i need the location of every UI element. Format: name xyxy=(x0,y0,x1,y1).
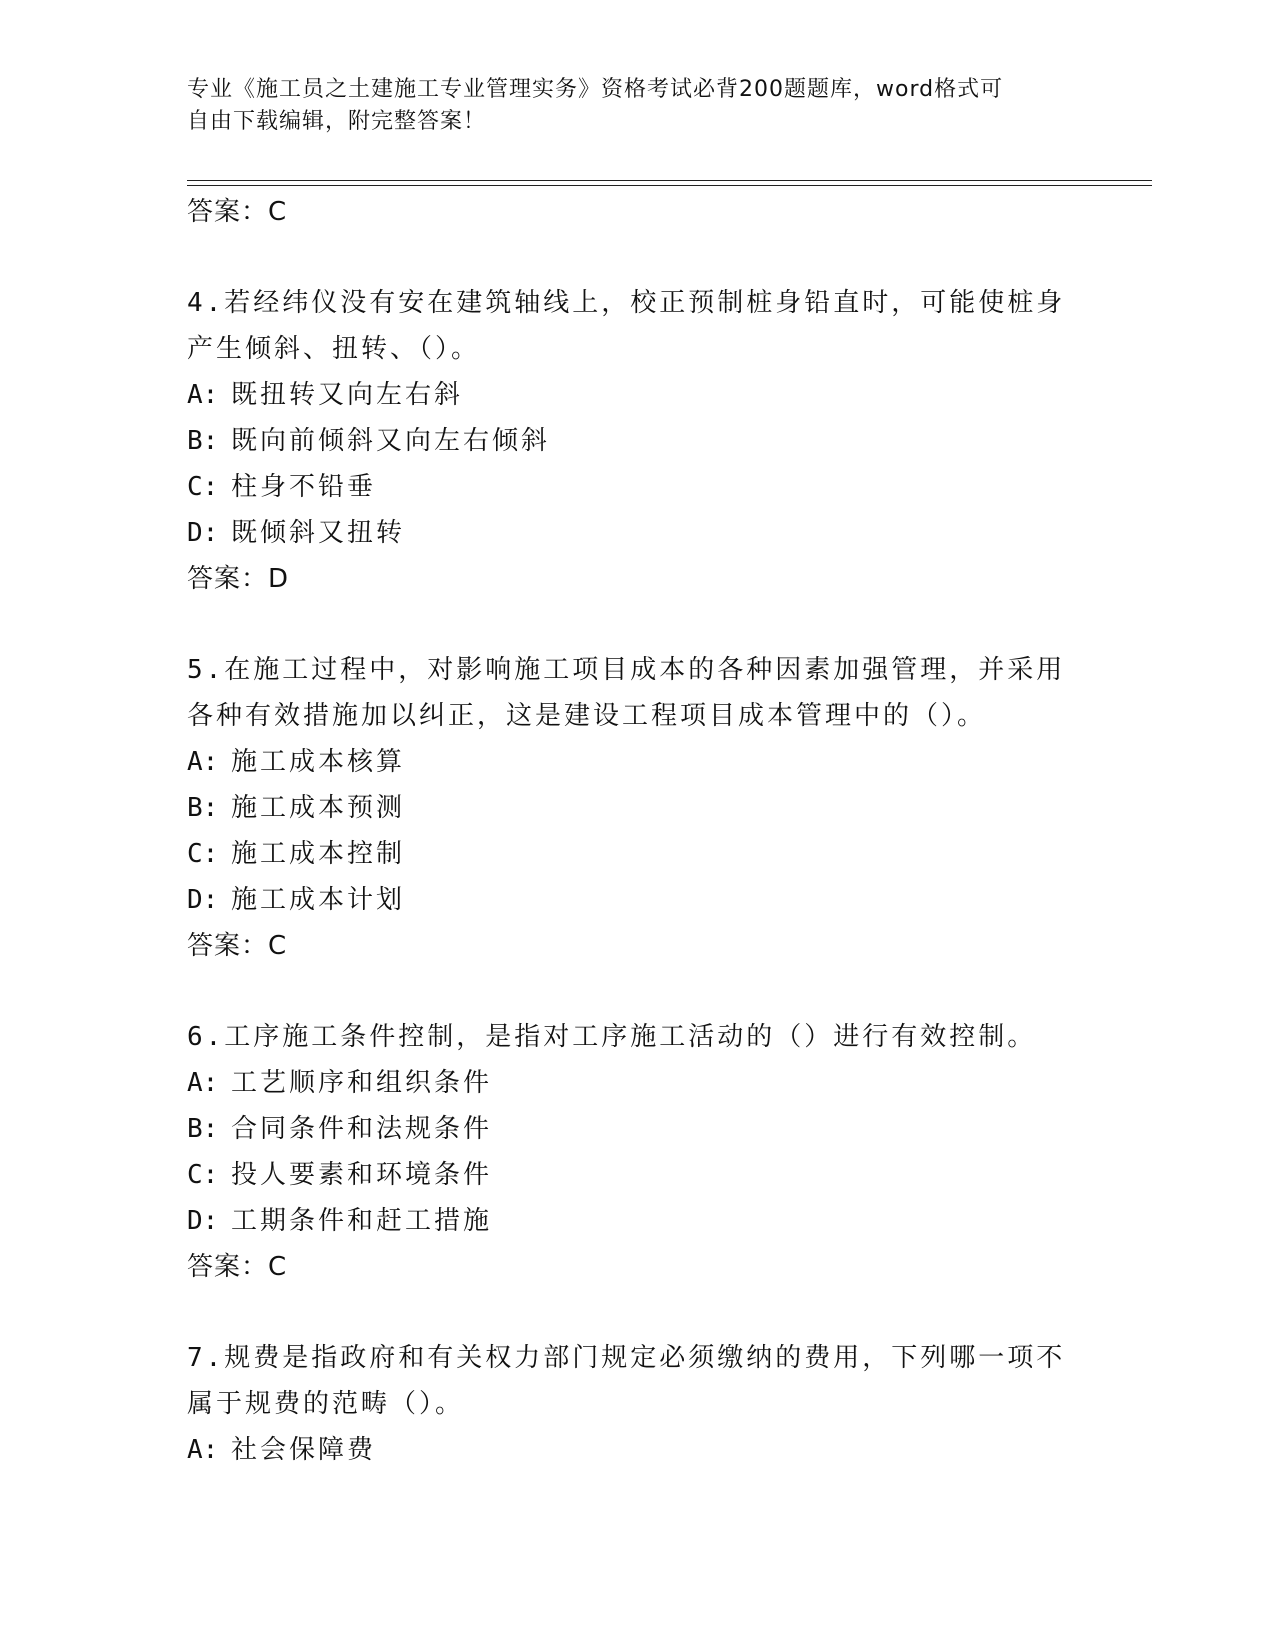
option-text: 工期条件和赶工措施 xyxy=(231,1206,493,1236)
question-5 xyxy=(187,647,1127,969)
answer: 答案：C xyxy=(187,1252,288,1282)
option-d xyxy=(187,877,1127,923)
question-text-line: 6.工序施工条件控制，是指对工序施工活动的（）进行有效控制。 xyxy=(187,1022,1037,1052)
option-text: 投人要素和环境条件 xyxy=(231,1160,493,1190)
option-text: 工艺顺序和组织条件 xyxy=(231,1068,493,1098)
option-a xyxy=(187,739,1127,785)
header-rule-top xyxy=(187,180,1152,181)
option-letter: C: xyxy=(187,839,219,869)
answer: 答案：C xyxy=(187,931,288,961)
option-letter: B: xyxy=(187,426,219,456)
question-text-line: 7.规费是指政府和有关权力部门规定必须缴纳的费用，下列哪一项不 xyxy=(187,1343,1066,1373)
spacer xyxy=(187,602,1127,647)
option-text: 社会保障费 xyxy=(231,1435,377,1465)
document-header xyxy=(187,74,1087,138)
option-letter: A: xyxy=(187,1435,219,1465)
option-letter: C: xyxy=(187,1160,219,1190)
option-text: 既倾斜又扭转 xyxy=(231,518,406,548)
option-text: 施工成本控制 xyxy=(231,839,406,869)
option-text: 既扭转又向左右斜 xyxy=(231,380,464,410)
question-list xyxy=(187,189,1127,1473)
option-b xyxy=(187,418,1127,464)
question-text-line: 产生倾斜、扭转、（）。 xyxy=(187,334,481,364)
option-text: 既向前倾斜又向左右倾斜 xyxy=(231,426,551,456)
option-text: 施工成本计划 xyxy=(231,885,406,915)
header-line-2: 自由下载编辑，附完整答案！ xyxy=(187,109,487,134)
answer-previous: 答案：C xyxy=(187,197,288,227)
option-text: 柱身不铅垂 xyxy=(231,472,377,502)
option-text: 施工成本核算 xyxy=(231,747,406,777)
question-text-line: 各种有效措施加以纠正，这是建设工程项目成本管理中的（）。 xyxy=(187,701,987,731)
question-7 xyxy=(187,1335,1127,1473)
option-letter: D: xyxy=(187,518,219,548)
option-letter: A: xyxy=(187,380,219,410)
option-c xyxy=(187,831,1127,877)
option-text: 施工成本预测 xyxy=(231,793,406,823)
spacer xyxy=(187,235,1127,280)
question-text-line: 5.在施工过程中，对影响施工项目成本的各种因素加强管理，并采用 xyxy=(187,655,1066,685)
option-a xyxy=(187,1427,1127,1473)
option-letter: B: xyxy=(187,793,219,823)
question-text-line: 4.若经纬仪没有安在建筑轴线上，校正预制桩身铅直时，可能使桩身 xyxy=(187,288,1066,318)
option-a xyxy=(187,372,1127,418)
option-d xyxy=(187,510,1127,556)
option-c xyxy=(187,1152,1127,1198)
option-letter: C: xyxy=(187,472,219,502)
option-letter: D: xyxy=(187,1206,219,1236)
option-c xyxy=(187,464,1127,510)
option-letter: A: xyxy=(187,1068,219,1098)
option-a xyxy=(187,1060,1127,1106)
question-6 xyxy=(187,1014,1127,1290)
question-text-line: 属于规费的范畴（）。 xyxy=(187,1389,465,1419)
option-letter: A: xyxy=(187,747,219,777)
option-d xyxy=(187,1198,1127,1244)
option-text: 合同条件和法规条件 xyxy=(231,1114,493,1144)
header-rule-bottom xyxy=(187,185,1152,186)
spacer xyxy=(187,969,1127,1014)
option-letter: D: xyxy=(187,885,219,915)
option-b xyxy=(187,1106,1127,1152)
answer: 答案：D xyxy=(187,564,290,594)
option-letter: B: xyxy=(187,1114,219,1144)
header-line-1: 专业《施工员之土建施工专业管理实务》资格考试必背200题题库，word格式可 xyxy=(187,77,1004,102)
spacer xyxy=(187,1290,1127,1335)
option-b xyxy=(187,785,1127,831)
question-4 xyxy=(187,280,1127,602)
